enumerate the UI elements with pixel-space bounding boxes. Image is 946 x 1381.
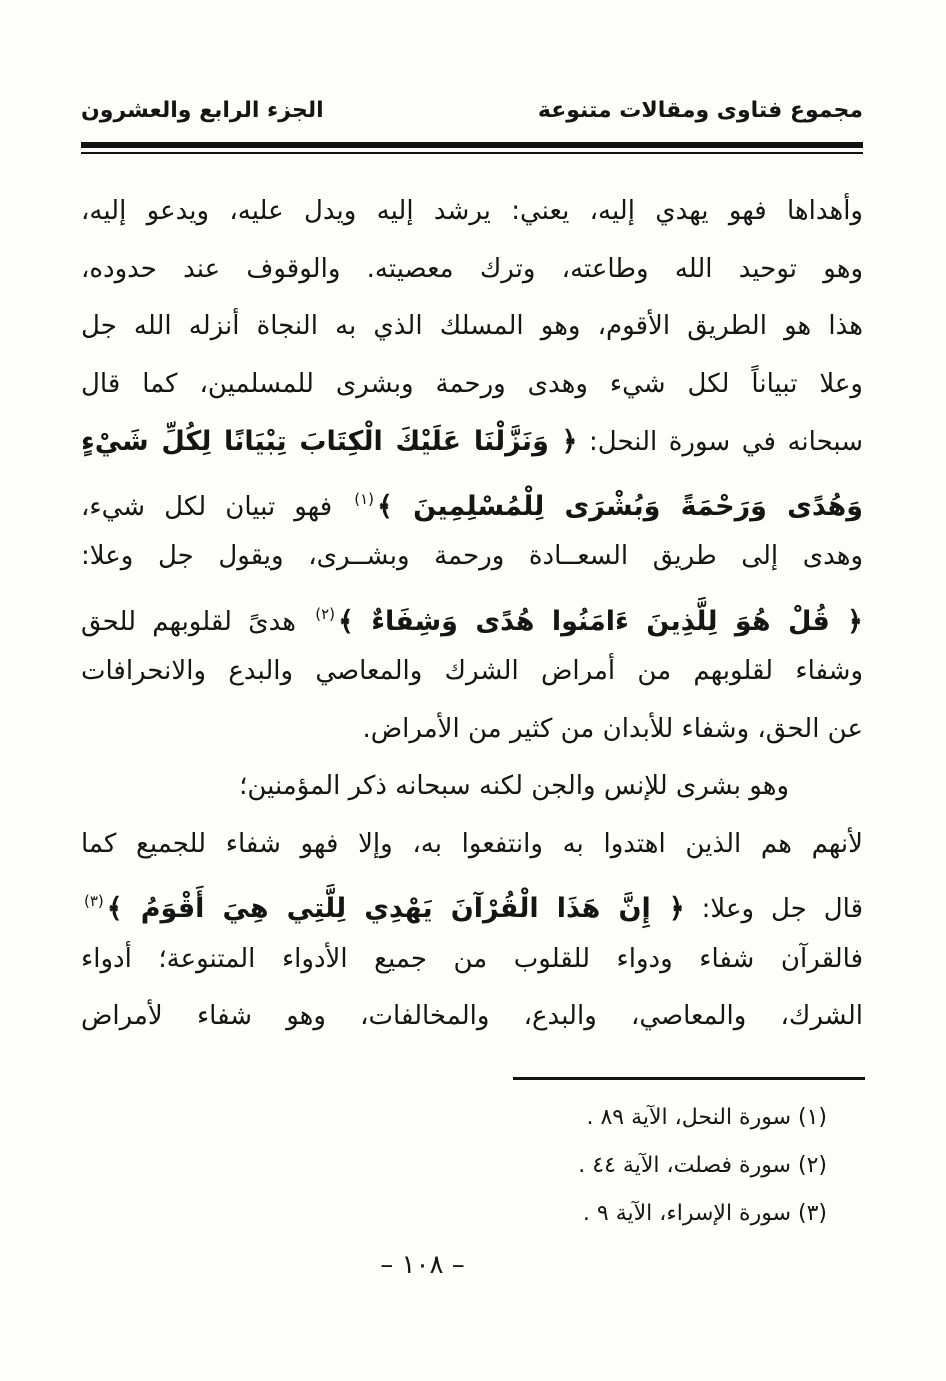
text-line: [81, 643, 863, 701]
text-line: [81, 988, 863, 1046]
quran-verse-segment: وَهُدًى وَرَحْمَةً وَبُشْرَى لِلْمُسْلِمِينَ ﴾: [377, 490, 863, 522]
text-line: [81, 816, 863, 874]
footnote-item: (٢) سورة فصلت، الآية ٤٤ .: [578, 1153, 827, 1178]
footnote-marker: (١): [354, 489, 375, 508]
header-rule-thin: [81, 152, 863, 154]
page-number: – ١٠٨ –: [380, 1250, 465, 1280]
text-segment: لأنهم هم الذين اهتدوا به وانتفعوا به، وإلا فهو شفاء للجميع كما: [81, 828, 863, 859]
footnotes: [107, 1094, 827, 1238]
text-line: [81, 758, 863, 816]
quran-verse-segment: ﴿ إِنَّ هَذَا الْقُرْآنَ يَهْدِي لِلَّتِي هِيَ أَقْوَمُ ﴾: [106, 893, 685, 924]
footnote-item: (٣) سورة الإسراء، الآية ٩ .: [582, 1201, 827, 1226]
footnote-marker: (٢): [315, 604, 335, 623]
text-line: [81, 183, 863, 241]
text-line: [81, 586, 863, 644]
quran-verse-segment: ﴿ قُلْ هُوَ لِلَّذِينَ ءَامَنُوا هُدًى وَشِفَاءٌ ﴾: [338, 605, 863, 637]
text-segment: وهدى إلى طريق السعــادة ورحمة وبشــرى، ويقول جل وعلا:: [81, 541, 863, 571]
header-part-title: الجزء الرابع والعشرون: [81, 98, 324, 123]
header-book-title: مجموع فتاوى ومقالات متنوعة: [537, 98, 863, 123]
text-segment: فهو تبيان لكل شيء،: [81, 491, 352, 522]
text-segment: وأهداها فهو يهدي إليه، يعني: يرشد إليه ويدل عليه، ويدعو إليه،: [81, 196, 863, 226]
text-segment: وهو بشرى للإنس والجن لكنه سبحانه ذكر المؤمنين؛: [239, 771, 789, 801]
text-segment: هدىً لقلوبهم للحق: [81, 606, 313, 637]
footnote-marker: (٣): [84, 892, 104, 910]
footnote-item: (١) سورة النحل، الآية ٨٩ .: [586, 1105, 827, 1130]
text-segment: سبحانه في سورة النحل:: [577, 427, 863, 457]
text-line: [81, 701, 863, 759]
text-segment: الشرك، والمعاصي، والبدع، والمخالفات، وهو شفاء لأمراض: [81, 1001, 863, 1031]
running-header: [81, 98, 863, 123]
text-line: [81, 298, 863, 356]
text-line: [81, 413, 863, 471]
text-segment: هذا هو الطريق الأقوم، وهو المسلك الذي به النجاة أنزله الله جل: [81, 311, 863, 341]
text-segment: وعلا تبياناً لكل شيء وهدى ورحمة وبشرى للمسلمين، كما قال: [81, 368, 863, 399]
text-segment: وهو توحيد الله وطاعته، وترك معصيته. والوقوف عند حدوده،: [81, 253, 863, 284]
text-line: [81, 356, 863, 414]
text-segment: وشفاء لقلوبهم من أمراض الشرك والمعاصي والبدع والانحرافات: [81, 656, 863, 686]
text-line: [81, 873, 863, 931]
quran-verse-segment: ﴿ وَنَزَّلْنَا عَلَيْكَ الْكِتَابَ تِبْيَانًا لِكُلِّ شَيْءٍ: [81, 426, 578, 457]
text-segment: عن الحق، وشفاء للأبدان من كثير من الأمراض.: [362, 713, 863, 744]
text-line: [81, 528, 863, 586]
text-segment: فالقرآن شفاء ودواء للقلوب من جميع الأدواء المتنوعة؛ أدواء: [81, 943, 863, 974]
body-text: [81, 183, 863, 1046]
text-segment: قال جل وعلا:: [684, 894, 863, 924]
header-rule-thick: [81, 142, 863, 148]
text-line: [81, 931, 863, 989]
text-line: [81, 471, 863, 529]
footnote-separator-rule: [513, 1077, 865, 1080]
text-line: [81, 241, 863, 299]
